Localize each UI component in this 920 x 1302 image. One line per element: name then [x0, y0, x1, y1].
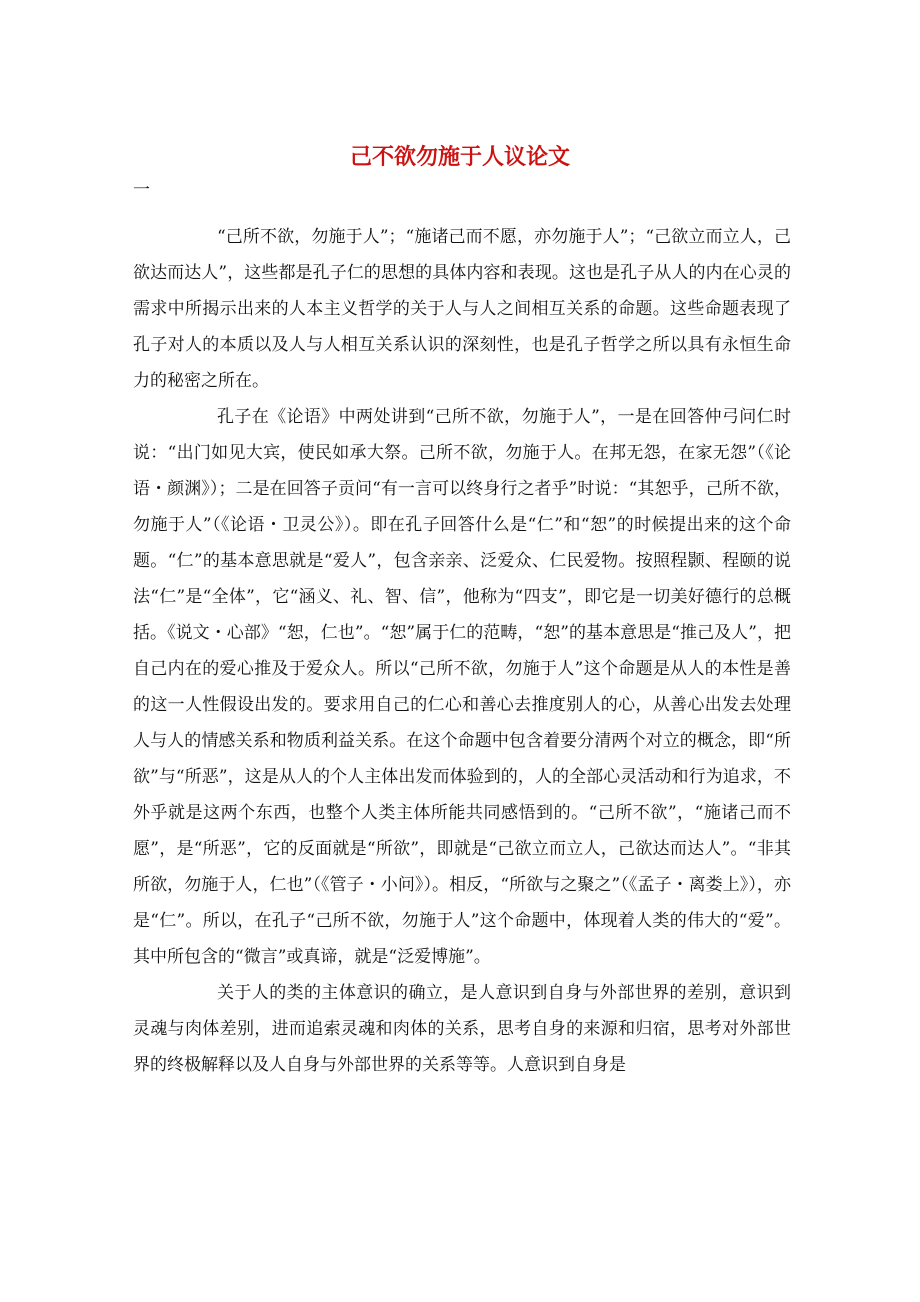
- paragraph-1: “己所不欲，勿施于人”；“施诸己而不愿，亦勿施于人”；“己欲立而立人，己欲达而达人”，这些都是孔子仁的思想的具体内容和表现。这也是孔子从人的内在心灵的需求中所揭示出来的人本主义哲学的关于人与人之间相互关系的命题。这些命题表现了孔子对人的本质以及人与人相互关系认识的深刻性，也是孔子哲学之所以具有永恒生命力的秘密之所在。: [133, 227, 791, 391]
- document-body: [133, 219, 791, 1083]
- document-title: 己不欲勿施于人议论文: [349, 144, 570, 170]
- paragraph-3: 关于人的类的主体意识的确立，是人意识到自身与外部世界的差别，意识到灵魂与肉体差别，进而追索灵魂和肉体的关系，思考自身的来源和归宿，思考对外部世界的终极解释以及人自身与外部世界的关系等等。人意识到自身是: [133, 983, 791, 1075]
- paragraph-2: 孔子在《论语》中两处讲到“己所不欲，勿施于人”，一是在回答仲弓问仁时说：“出门如见大宾，使民如承大祭。己所不欲，勿施于人。在邦无怨，在家无怨”（《论语・颜渊》）；二是在回答子贡问“有一言可以终身行之者乎”时说：“其恕乎，己所不欲，勿施于人”（《论语・卫灵公》）。即在孔子回答什么是“仁”和“恕”的时候提出来的这个命题。“仁”的基本意思就是“爱人”，包含亲亲、泛爱众、仁民爱物。按照程颢、程颐的说法“仁”是“全体”，它“涵义、礼、智、信”，他称为“四支”，即它是一切美好德行的总概括。《说文・心部》“恕，仁也”。“恕”属于仁的范畴，“恕”的基本意思是“推己及人”，把自己内在的爱心推及于爱众人。所以“己所不欲，勿施于人”这个命题是从人的本性是善的这一人性假设出发的。要求用自己的仁心和善心去推度别人的心，从善心出发去处理人与人的情感关系和物质利益关系。在这个命题中包含着要分清两个对立的概念，即“所欲”与“所恶”，这是从人的个人主体出发而体验到的，人的全部心灵活动和行为追求，不外乎就是这两个东西，也整个人类主体所能共同感悟到的。“己所不欲”，“施诸己而不愿”，是“所恶”，它的反面就是“所欲”，即就是“己欲立而立人，己欲达而达人”。“非其所欲，勿施于人，仁也”（《管子・小问》）。相反，“所欲与之聚之”（《孟子・离娄上》），亦是“仁”。所以，在孔子“己所不欲，勿施于人”这个命题中，体现着人类的伟大的“爱”。其中所包含的“微言”或真谛，就是“泛爱博施”。: [133, 407, 791, 967]
- section-number: 一: [133, 180, 150, 200]
